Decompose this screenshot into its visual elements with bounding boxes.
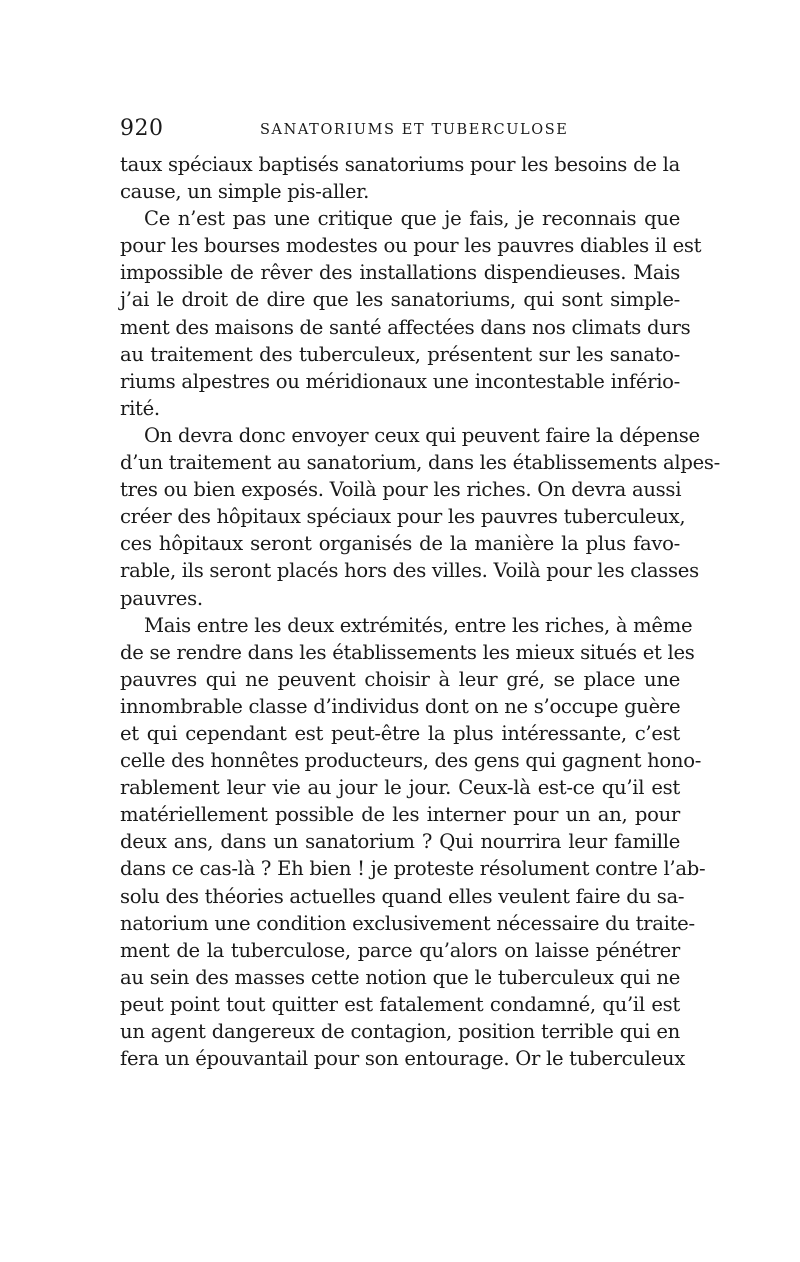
text-line: matériellement possible de les interner pour un an, pour [120,803,680,827]
text-line: j’ai le droit de dire que les sanatoriums, qui sont simple- [120,288,680,312]
text-line: de se rendre dans les établissements les mieux situés et les [120,640,695,664]
text-line: au sein des masses cette notion que le tuberculeux qui ne [120,965,680,989]
text-line: pour les bourses modestes ou pour les pauvres diables il est [120,234,702,258]
text-line: au traitement des tuberculeux, présentent sur les sanato- [120,342,680,366]
text-line: Ce n’est pas une critique que je fais, je reconnais que [144,207,680,231]
text-line: rablement leur vie au jour le jour. Ceux-là est-ce qu’il est [120,776,680,800]
running-head [120,114,680,144]
text-line: ment de la tuberculose, parce qu’alors on laisse pénétrer [120,938,680,962]
text-line: ment des maisons de santé affectées dans nos climats durs [120,315,691,339]
text-line: solu des théories actuelles quand elles veulent faire du sa- [120,884,685,908]
body-text [120,151,720,1072]
text-line: créer des hôpitaux spéciaux pour les pauvres tuberculeux, [120,505,686,529]
text-line: ces hôpitaux seront organisés de la manière la plus favo- [120,532,680,556]
text-line: pauvres qui ne peuvent choisir à leur gré, se place une [120,667,680,691]
text-line: pauvres. [120,586,203,610]
text-line: cause, un simple pis-aller. [120,180,370,204]
text-line: un agent dangereux de contagion, position terrible qui en [120,1020,680,1043]
text-line: rité. [120,396,160,420]
text-line: et qui cependant est peut-être la plus intéressante, c’est [120,721,680,745]
text-line: dans ce cas-là ? Eh bien ! je proteste résolument contre l’ab- [120,857,706,881]
text-line: impossible de rêver des installations dispendieuses. Mais [120,261,680,285]
text-line: riums alpestres ou méridionaux une incontestable infério- [120,369,680,393]
text-line: Mais entre les deux extrémités, entre les riches, à même [144,613,693,637]
text-line: deux ans, dans un sanatorium ? Qui nourrira leur famille [120,830,680,854]
text-line: d’un traitement au sanatorium, dans les établissements alpes- [120,451,720,475]
running-title: SANATORIUMS ET TUBERCULOSE [260,122,569,138]
text-line: fera un épouvantail pour son entourage. Or le tuberculeux [120,1047,686,1071]
text-line: taux spéciaux baptisés sanatoriums pour les besoins de la [120,153,680,176]
text-line: On devra donc envoyer ceux qui peuvent faire la dépense [144,423,700,447]
page-number: 920 [120,116,164,141]
text-line: natorium une condition exclusivement nécessaire du traite- [120,911,695,935]
text-line: rable, ils seront placés hors des villes. Voilà pour les classes [120,559,699,583]
text-line: celle des honnêtes producteurs, des gens qui gagnent hono- [120,749,702,773]
text-line: innombrable classe d’individus dont on ne s’occupe guère [120,694,681,718]
text-line: peut point tout quitter est fatalement condamné, qu’il est [120,992,680,1016]
text-line: tres ou bien exposés. Voilà pour les riches. On devra aussi [120,478,682,502]
